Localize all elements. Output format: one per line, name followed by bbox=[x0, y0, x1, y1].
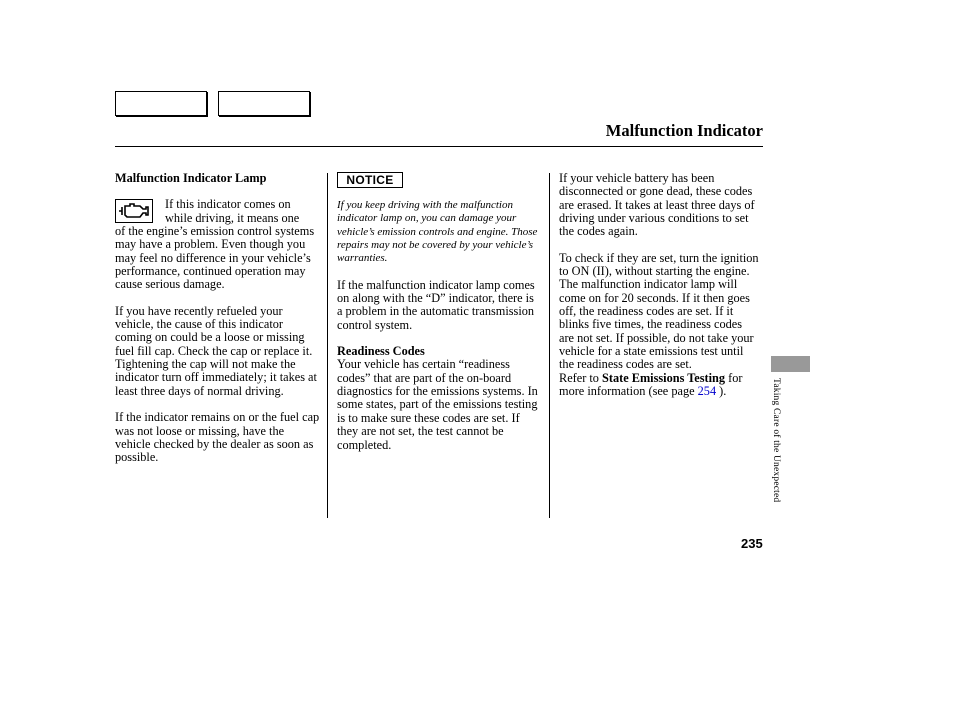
check-engine-icon bbox=[115, 199, 153, 223]
transmission-paragraph: If the malfunction indicator lamp comes on along with the “D” indicator, there is a problem in the automatic transmission control system. bbox=[337, 277, 535, 332]
notice-label: NOTICE bbox=[337, 172, 403, 188]
nav-button-contents[interactable] bbox=[115, 91, 207, 116]
check-codes-paragraph: To check if they are set, turn the ignition to ON (II), without starting the engine. The malfunction indicator lamp will come on for 20 seconds. If it then goes off, the readiness codes are set. If it blinks five times, the readiness codes are not set. If possible, do not take your vehicle for a state emissions test until the readiness codes are set. bbox=[559, 250, 759, 372]
refer-prefix: Refer to bbox=[559, 370, 599, 385]
fuel-cap-paragraph: If you have recently refueled your vehicle, the cause of this indicator coming on could be a loose or missing fuel fill cap. Check the cap or replace it. Tightening the cap will not make the indicator turn off immediately; it takes at least three days of normal driving. bbox=[115, 303, 317, 398]
column-2 bbox=[337, 172, 542, 452]
dealer-paragraph: If the indicator remains on or the fuel cap was not loose or missing, have the vehicle checked by the dealer as soon as possible. bbox=[115, 410, 320, 465]
readiness-heading: Readiness Codes bbox=[337, 344, 425, 359]
column-3 bbox=[559, 172, 759, 399]
column-divider bbox=[327, 173, 328, 518]
section-tab-label: Taking Care of the Unexpected bbox=[771, 378, 781, 503]
header-rule bbox=[115, 146, 763, 147]
refer-paragraph bbox=[559, 372, 759, 399]
mil-paragraph-rest: of the engine’s emission control systems may have a problem. Even though you may feel no difference in your vehicle’s performance, continued operation may cause serious damage. bbox=[115, 224, 315, 292]
column-1 bbox=[115, 172, 320, 465]
battery-paragraph: If your vehicle battery has been disconnected or gone dead, these codes are erased. It takes at least three days of driving under various conditions to set the codes again. bbox=[559, 171, 755, 239]
section-heading-mil: Malfunction Indicator Lamp bbox=[115, 171, 267, 185]
section-tab[interactable] bbox=[771, 356, 810, 372]
page-title: Malfunction Indicator bbox=[605, 121, 763, 140]
mil-paragraph-line1: If this indicator comes on bbox=[165, 197, 291, 212]
refer-middle: for more information (see page bbox=[559, 370, 743, 399]
refer-suffix: ). bbox=[719, 384, 727, 399]
nav-button-index[interactable] bbox=[218, 91, 310, 116]
page-link[interactable]: 254 bbox=[697, 384, 717, 399]
column-divider bbox=[549, 173, 550, 518]
readiness-paragraph: Your vehicle has certain “readiness codes” that are part of the on-board diagnostics for the emissions systems. In some states, part of the emissions testing is to make sure these codes are set. If they are not set, the test cannot be completed. bbox=[337, 357, 538, 452]
refer-section-name: State Emissions Testing bbox=[602, 370, 726, 385]
page-number: 235 bbox=[741, 536, 763, 551]
mil-paragraph-line2: while driving, it means one bbox=[165, 210, 300, 225]
notice-text: If you keep driving with the malfunction indicator lamp on, you can damage your vehicle’s emission controls and engine. Those repairs may not be covered by your vehicle’s warranties. bbox=[337, 199, 538, 265]
